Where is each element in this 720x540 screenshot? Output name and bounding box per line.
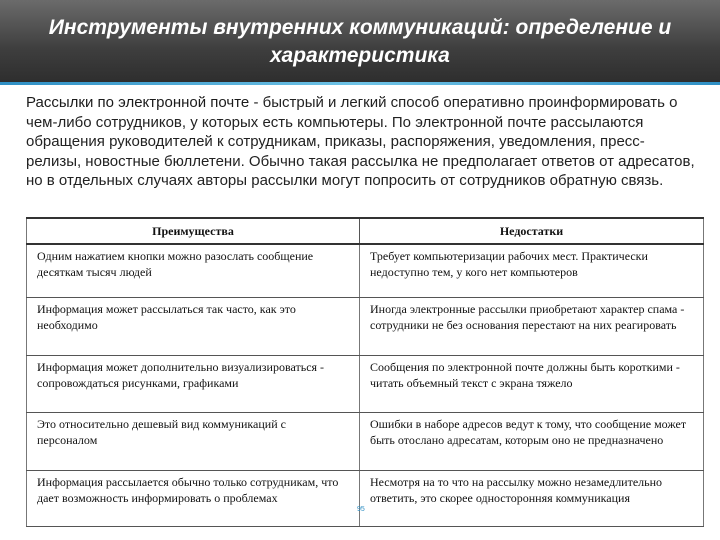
intro-paragraph [26,93,696,191]
disadvantage-cell: Ошибки в наборе адресов ведут к тому, что сообщение может быть отослано адресатам, которым оно не предназначено [360,412,704,470]
advantage-cell: Одним нажатием кнопки можно разослать сообщение десяткам тысяч людей [27,244,360,297]
header-advantages: Преимущества [27,218,360,244]
disadvantage-cell: Требует компьютеризации рабочих мест. Практически недоступно тем, у кого нет компьютеров [360,244,704,297]
table-row [27,470,704,526]
table-row [27,355,704,412]
header-disadvantages: Недостатки [360,218,704,244]
slide-title: Инструменты внутренних коммуникаций: определение и характеристика [48,16,672,67]
comparison-table [26,217,704,527]
advantage-cell: Информация может рассылаться так часто, как это необходимо [27,297,360,355]
table-row [27,244,704,297]
disadvantage-cell: Несмотря на то что на рассылку можно незамедлительно ответить, это скорее односторонняя коммуникация [360,470,704,526]
disadvantage-cell: Иногда электронные рассылки приобретают характер спама - сотрудники не без основания перестают на них реагировать [360,297,704,355]
slide-number: 95 [357,506,365,513]
title-underline [0,82,720,85]
table-header-row [27,218,704,244]
advantage-cell: Информация рассылается обычно только сотрудникам, что дает возможность информировать о проблемах [27,470,360,526]
intro-text: - быстрый и легкий способ оперативно проинформировать о чем-либо сотрудников, у которых есть компьютеры. По электронной почте рассылаются обращения руководителей к сотрудникам, приказы, распоряжения, уведомления, пресс-релизы, новостные бюллетени. Обычно такая рассылка не предполагает ответов от адресатов, но в отдельных случаях авторы рассылки могут попросить от сотрудников обратную связь. [26,94,695,189]
intro-term: Рассылки по электронной почте [26,94,250,111]
advantage-cell: Информация может дополнительно визуализироваться - сопровождаться рисунками, графиками [27,355,360,412]
disadvantage-cell: Сообщения по электронной почте должны быть короткими - читать объемный текст с экрана тяжело [360,355,704,412]
table-row [27,297,704,355]
table-row [27,412,704,470]
advantage-cell: Это относительно дешевый вид коммуникаций с персоналом [27,412,360,470]
